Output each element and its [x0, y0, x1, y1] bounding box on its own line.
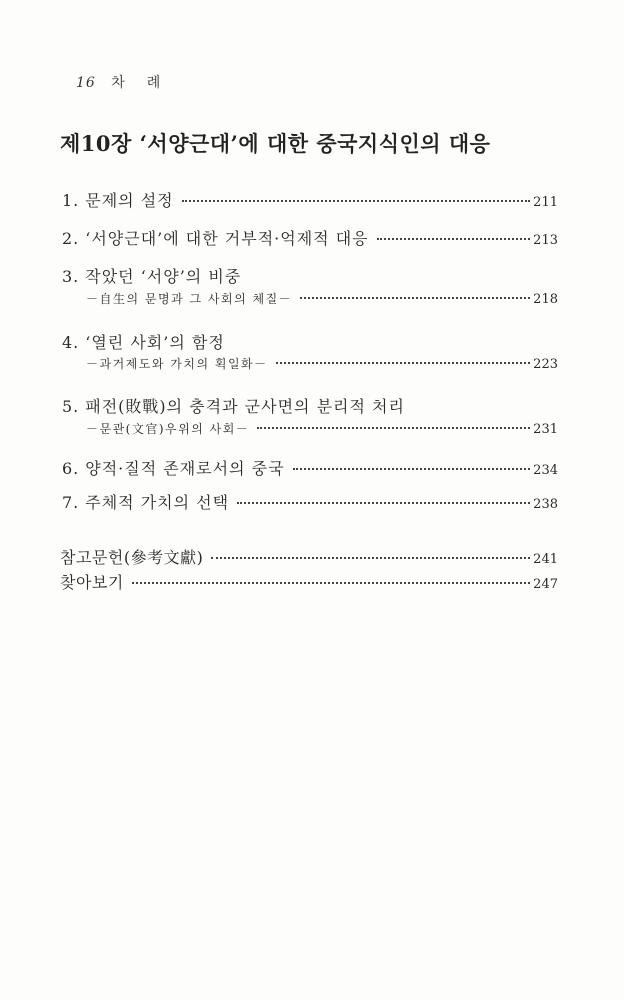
toc-appendix-label: 참고문헌(參考文獻): [60, 548, 204, 567]
toc-entry-label: 작았던 ‘서양’의 비중: [85, 267, 242, 286]
toc-entry-number: 4.: [62, 333, 80, 352]
toc-entry-7[interactable]: [62, 490, 558, 514]
dot-leader: [257, 427, 530, 429]
toc-entry-page: 231: [533, 422, 558, 437]
toc-entry-page: 241: [533, 552, 558, 567]
toc-subentry-label: －문관(文官)우위의 사회－: [86, 422, 250, 436]
toc-entry-label: ‘열린 사회’의 함정: [85, 333, 225, 352]
toc-entry-4[interactable]: [62, 330, 558, 354]
toc-appendix-label: 찾아보기: [60, 573, 124, 592]
toc-entry-number: 5.: [62, 397, 80, 416]
toc-entry-label: 패전(敗戰)의 충격과 군사면의 분리적 처리: [85, 397, 405, 416]
dot-leader: [211, 557, 530, 559]
toc-subentry-5[interactable]: [86, 420, 558, 444]
dot-leader: [377, 238, 531, 240]
toc-subentry-label: －自生의 문명과 그 사회의 체질－: [86, 292, 293, 306]
toc-entry-1[interactable]: [62, 188, 558, 212]
toc-entry-number: 3.: [62, 267, 80, 286]
toc-entry-3[interactable]: [62, 264, 558, 288]
toc-entry-label: ‘서양근대’에 대한 거부적·억제적 대응: [85, 229, 369, 248]
toc-entry-number: 6.: [62, 459, 80, 478]
toc-entry-page: 218: [533, 292, 558, 307]
toc-entry-label: 문제의 설정: [85, 191, 174, 210]
toc-entry-2[interactable]: [62, 226, 558, 250]
toc-entry-page: 247: [533, 577, 558, 592]
toc-entry-number: 7.: [62, 493, 80, 512]
toc-entry-page: 211: [533, 195, 558, 210]
toc-entry-page: 223: [533, 357, 558, 372]
toc-entry-page: 234: [533, 463, 558, 478]
toc-entry-5[interactable]: [62, 394, 558, 418]
toc-entry-6[interactable]: [62, 456, 558, 480]
toc-subentry-4[interactable]: [86, 355, 558, 379]
toc-entry-number: 1.: [62, 191, 80, 210]
page-number: 16: [76, 75, 96, 91]
running-head: [76, 72, 182, 92]
toc-entry-page: 213: [533, 233, 558, 248]
dot-leader: [237, 502, 530, 504]
dot-leader: [182, 200, 531, 202]
section-label: 차례: [111, 75, 183, 91]
dot-leader: [300, 297, 530, 299]
toc-appendix-index[interactable]: [60, 570, 558, 594]
toc-entry-label: 양적·질적 존재로서의 중국: [85, 459, 285, 478]
dot-leader: [276, 362, 531, 364]
toc-subentry-label: －과거제도와 가치의 획일화－: [86, 357, 268, 371]
toc-appendix-references[interactable]: [60, 545, 558, 569]
toc-entry-page: 238: [533, 497, 558, 512]
chapter-title: 제10장 ‘서양근대’에 대한 중국지식인의 대응: [60, 131, 491, 156]
dot-leader: [132, 582, 530, 584]
toc-subentry-3[interactable]: [86, 290, 558, 314]
toc-entry-label: 주체적 가치의 선택: [85, 493, 230, 512]
dot-leader: [293, 468, 531, 470]
toc-entry-number: 2.: [62, 229, 80, 248]
